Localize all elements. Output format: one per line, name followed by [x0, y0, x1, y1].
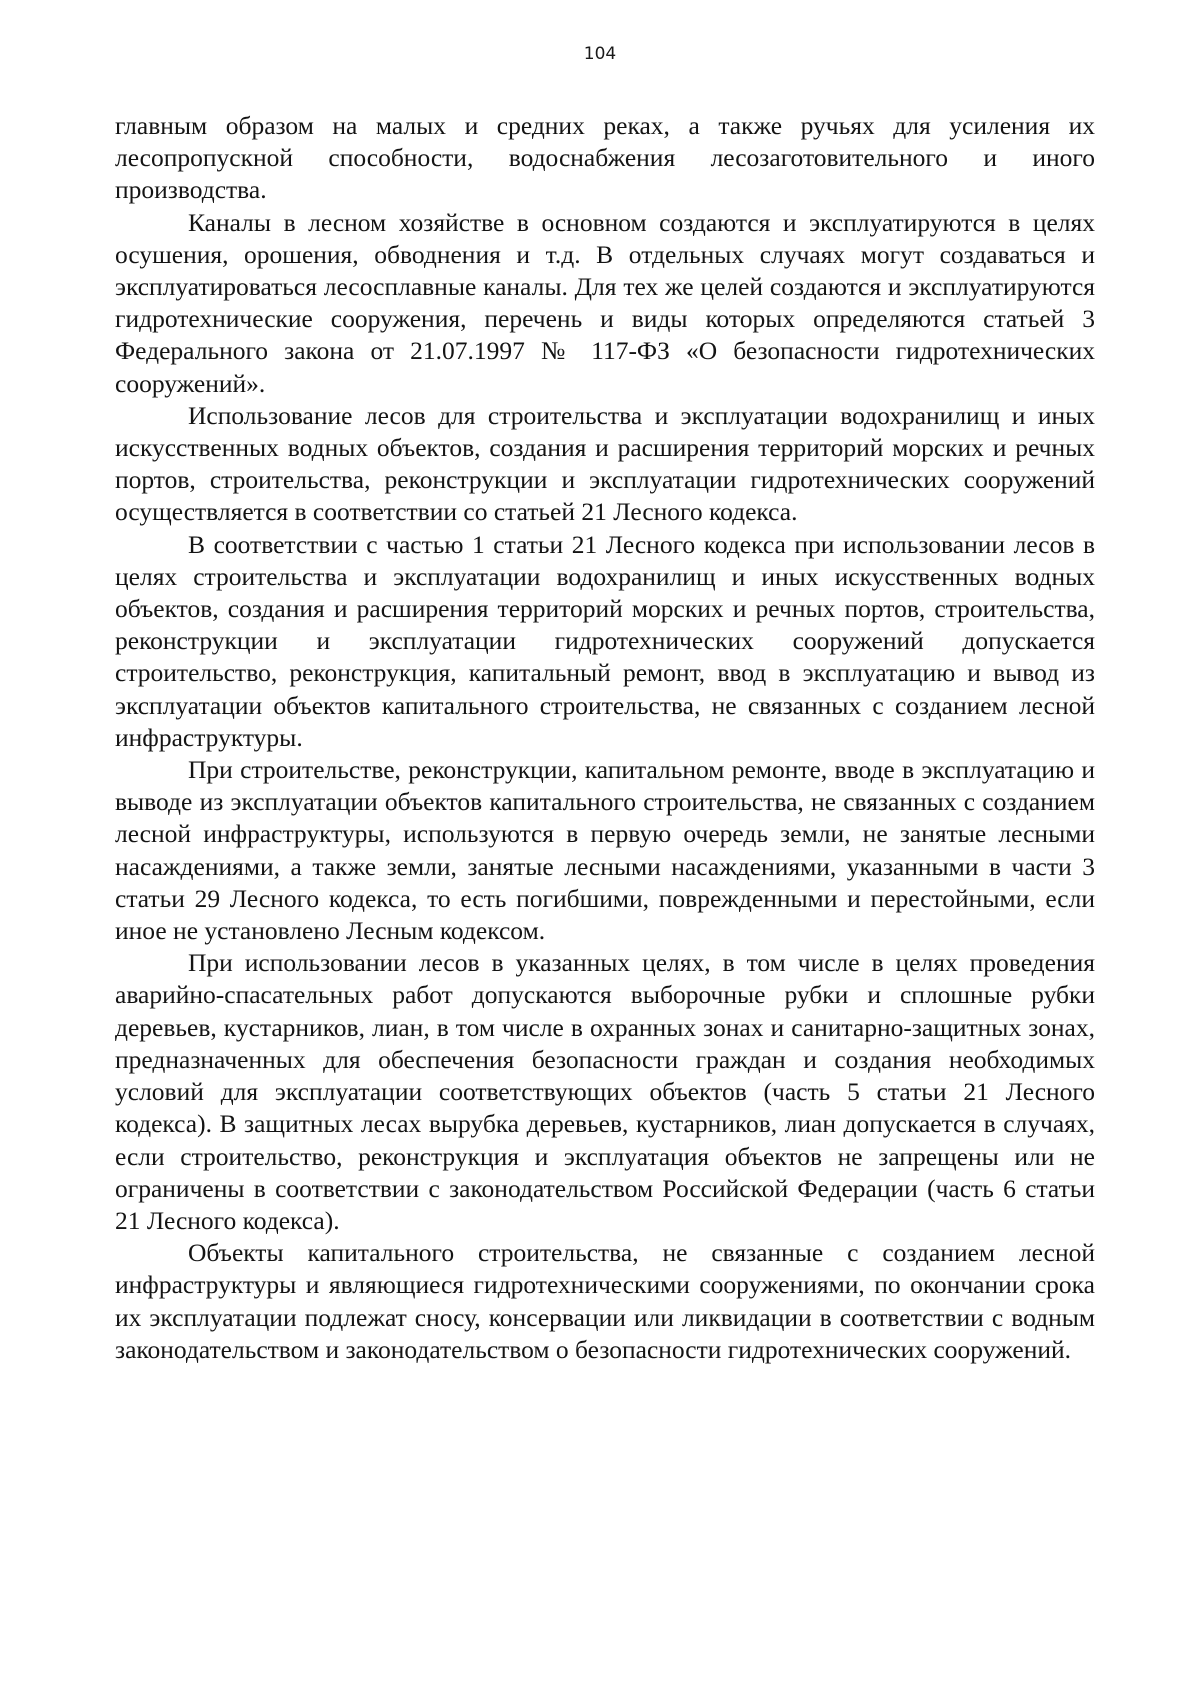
paragraph-canals: Каналы в лесном хозяйстве в основном создаются и эксплуатируются в целях осушения, орошения, обводнения и т.д. В отдельных случаях могут создаваться и эксплуатироваться лесосплавные каналы. Для тех же целей создаются и эксплуатируются гидротехнические сооружения, перечень и виды которых определяются статьей 3 Федерального закона от 21.07.1997 № 117-ФЗ «О безопасности гидротехнических сооружений».: [115, 207, 1095, 398]
page-number: 104: [583, 44, 617, 64]
paragraph-construction-lands: При строительстве, реконструкции, капитальном ремонте, вводе в эксплуатацию и выводе из эксплуатации объектов капитального строительства, не связанных с созданием лесной инфраструктуры, используются в первую очередь земли, не занятые лесными насаждениями, а также земли, занятые лесными насаждениями, указанными в части 3 статьи 29 Лесного кодекса, то есть погибшими, поврежденными и перестойными, если иное не установлено Лесным кодексом.: [115, 755, 1095, 946]
document-body: [115, 110, 1095, 1366]
paragraph-continuation: главным образом на малых и средних реках, а также ручьях для усиления их лесопропускной способности, водоснабжения лесозаготовительного и иного производства.: [115, 111, 1095, 205]
paragraph-decommissioning: Объекты капитального строительства, не связанные с созданием лесной инфраструктуры и являющиеся гидротехническими сооружениями, по окончании срока их эксплуатации подлежат сносу, консервации или ликвидации в соответствии с водным законодательством и законодательством о безопасности гидротехнических сооружений.: [115, 1238, 1095, 1364]
paragraph-logging-permits: При использовании лесов в указанных целях, в том числе в целях проведения аварийно-спасательных работ допускаются выборочные рубки и сплошные рубки деревьев, кустарников, лиан, в том числе в охранных зонах и санитарно-защитных зонах, предназначенных для обеспечения безопасности граждан и создания необходимых условий для эксплуатации соответствующих объектов (часть 5 статьи 21 Лесного кодекса). В защитных лесах вырубка деревьев, кустарников, лиан допускается в случаях, если строительство, реконструкция и эксплуатация объектов не запрещены или не ограничены в соответствии с законодательством Российской Федерации (часть 6 статьи 21 Лесного кодекса).: [115, 948, 1095, 1235]
paragraph-forest-use-reservoirs: Использование лесов для строительства и эксплуатации водохранилищ и иных искусственных водных объектов, создания и расширения территорий морских и речных портов, строительства, реконструкции и эксплуатации гидротехнических сооружений осуществляется в соответствии со статьей 21 Лесного кодекса.: [115, 400, 1095, 527]
paragraph-article-21-part-1: В соответствии с частью 1 статьи 21 Лесного кодекса при использовании лесов в целях строительства и эксплуатации водохранилищ и иных искусственных водных объектов, создания и расширения территорий морских и речных портов, строительства, реконструкции и эксплуатации гидротехнических сооружений допускается строительство, реконструкция, капитальный ремонт, ввод в эксплуатацию и вывод из эксплуатации объектов капитального строительства, не связанных с созданием лесной инфраструктуры.: [115, 529, 1095, 752]
